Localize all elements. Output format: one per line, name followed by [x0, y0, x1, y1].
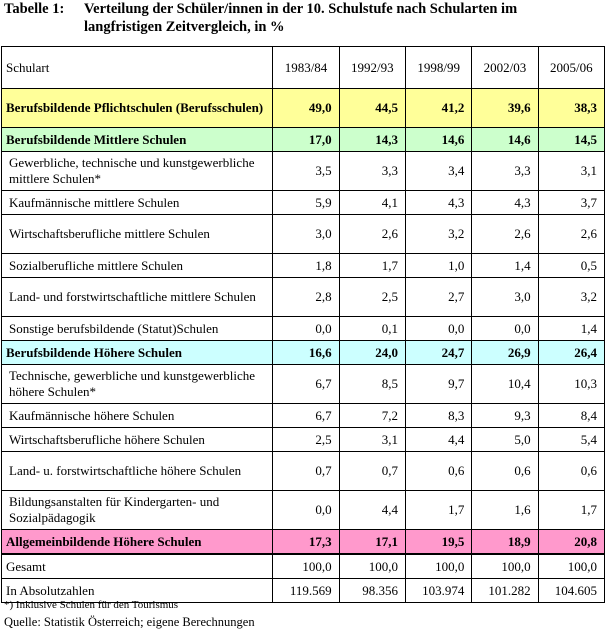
cell-value: 2,7: [406, 278, 472, 317]
cell-value: 4,4: [339, 491, 405, 530]
row-label: Berufsbildende Pflichtschulen (Berufsschulen): [2, 89, 273, 128]
column-header-schulart: Schulart: [2, 47, 273, 89]
cell-value: 20,8: [538, 530, 604, 555]
cell-value: 14,5: [538, 128, 604, 152]
cell-value: 4,3: [472, 191, 538, 215]
row-label: Gesamt: [2, 554, 273, 579]
table-group-row: [2, 89, 605, 128]
cell-value: 4,4: [406, 428, 472, 452]
cell-value: 3,2: [538, 278, 604, 317]
cell-value: 4,1: [339, 191, 405, 215]
cell-value: 19,5: [406, 530, 472, 555]
cell-value: 0,6: [472, 452, 538, 491]
cell-value: 1,7: [538, 491, 604, 530]
cell-value: 3,0: [273, 215, 339, 254]
cell-value: 2,6: [339, 215, 405, 254]
cell-value: 100,0: [472, 554, 538, 579]
table-group-row: [2, 341, 605, 365]
footnote: *) Inklusive Schulen für den Tourismus: [4, 599, 179, 611]
cell-value: 49,0: [273, 89, 339, 128]
cell-value: 1,0: [406, 254, 472, 278]
table-row: [2, 317, 605, 341]
cell-value: 1,4: [472, 254, 538, 278]
table-group-row: [2, 128, 605, 152]
cell-value: 2,8: [273, 278, 339, 317]
cell-value: 38,3: [538, 89, 604, 128]
cell-value: 0,7: [273, 452, 339, 491]
cell-value: 0,6: [538, 452, 604, 491]
cell-value: 24,0: [339, 341, 405, 365]
row-label: In Absolutzahlen: [2, 579, 273, 603]
cell-value: 39,6: [472, 89, 538, 128]
cell-value: 1,6: [472, 491, 538, 530]
column-header-year: 1983/84: [273, 47, 339, 89]
table-row: [2, 254, 605, 278]
source-note: Quelle: Statistik Österreich; eigene Berechnungen: [4, 615, 255, 629]
cell-value: 8,5: [339, 365, 405, 404]
cell-value: 1,4: [538, 317, 604, 341]
cell-value: 1,7: [339, 254, 405, 278]
cell-value: 41,2: [406, 89, 472, 128]
table-row: [2, 428, 605, 452]
row-label: Wirtschaftsberufliche höhere Schulen: [2, 428, 273, 452]
row-label: Berufsbildende Höhere Schulen: [2, 341, 273, 365]
data-table: [1, 46, 605, 603]
cell-value: 8,4: [538, 404, 604, 428]
cell-value: 3,7: [538, 191, 604, 215]
cell-value: 24,7: [406, 341, 472, 365]
cell-value: 26,4: [538, 341, 604, 365]
cell-value: 3,1: [339, 428, 405, 452]
cell-value: 3,4: [406, 152, 472, 191]
cell-value: 5,4: [538, 428, 604, 452]
cell-value: 100,0: [339, 554, 405, 579]
table-row: [2, 215, 605, 254]
cell-value: 14,6: [472, 128, 538, 152]
cell-value: 0,0: [472, 317, 538, 341]
row-label: Land- u. forstwirtschaftliche höhere Schulen: [2, 452, 273, 491]
cell-value: 3,2: [406, 215, 472, 254]
cell-value: 7,2: [339, 404, 405, 428]
cell-value: 5,0: [472, 428, 538, 452]
cell-value: 2,5: [339, 278, 405, 317]
caption-label: Tabelle 1:: [4, 1, 65, 17]
column-header-year: 2005/06: [538, 47, 604, 89]
row-label: Gewerbliche, technische und kunstgewerbliche mittlere Schulen*: [2, 152, 273, 191]
cell-value: 14,6: [406, 128, 472, 152]
cell-value: 2,5: [273, 428, 339, 452]
cell-value: 103.974: [406, 579, 472, 603]
cell-value: 2,6: [472, 215, 538, 254]
row-label: Technische, gewerbliche und kunstgewerbliche höhere Schulen*: [2, 365, 273, 404]
table-row: [2, 404, 605, 428]
row-label: Kaufmännische mittlere Schulen: [2, 191, 273, 215]
cell-value: 18,9: [472, 530, 538, 555]
cell-value: 0,6: [406, 452, 472, 491]
cell-value: 98.356: [339, 579, 405, 603]
cell-value: 14,3: [339, 128, 405, 152]
cell-value: 1,7: [406, 491, 472, 530]
table-row: [2, 452, 605, 491]
cell-value: 4,3: [406, 191, 472, 215]
cell-value: 0,0: [406, 317, 472, 341]
cell-value: 100,0: [538, 554, 604, 579]
table-row: [2, 152, 605, 191]
row-label: Sozialberufliche mittlere Schulen: [2, 254, 273, 278]
column-header-year: 2002/03: [472, 47, 538, 89]
cell-value: 44,5: [339, 89, 405, 128]
cell-value: 3,5: [273, 152, 339, 191]
row-label: Bildungsanstalten für Kindergarten- und Sozialpädagogik: [2, 491, 273, 530]
row-label: Wirtschaftsberufliche mittlere Schulen: [2, 215, 273, 254]
table-row: [2, 191, 605, 215]
cell-value: 26,9: [472, 341, 538, 365]
cell-value: 0,5: [538, 254, 604, 278]
table-group-row: [2, 530, 605, 555]
cell-value: 9,7: [406, 365, 472, 404]
cell-value: 10,4: [472, 365, 538, 404]
cell-value: 2,6: [538, 215, 604, 254]
cell-value: 9,3: [472, 404, 538, 428]
cell-value: 0,0: [273, 317, 339, 341]
cell-value: 0,1: [339, 317, 405, 341]
cell-value: 100,0: [273, 554, 339, 579]
cell-value: 119.569: [273, 579, 339, 603]
table-row: [2, 491, 605, 530]
column-header-year: 1998/99: [406, 47, 472, 89]
cell-value: 6,7: [273, 404, 339, 428]
row-label: Allgemeinbildende Höhere Schulen: [2, 530, 273, 555]
header-row: [2, 47, 605, 89]
column-header-year: 1992/93: [339, 47, 405, 89]
cell-value: 8,3: [406, 404, 472, 428]
cell-value: 16,6: [273, 341, 339, 365]
caption-title: Verteilung der Schüler/innen in der 10. Schulstufe nach Schularten im langfristigen Zeitvergleich, in %: [84, 1, 518, 35]
cell-value: 5,9: [273, 191, 339, 215]
cell-value: 3,1: [538, 152, 604, 191]
cell-value: 17,1: [339, 530, 405, 555]
row-label: Kaufmännische höhere Schulen: [2, 404, 273, 428]
row-label: Land- und forstwirtschaftliche mittlere Schulen: [2, 278, 273, 317]
table-row: [2, 278, 605, 317]
table-total-row: [2, 554, 605, 579]
cell-value: 0,7: [339, 452, 405, 491]
cell-value: 100,0: [406, 554, 472, 579]
row-label: Sonstige berufsbildende (Statut)Schulen: [2, 317, 273, 341]
cell-value: 10,3: [538, 365, 604, 404]
row-label: Berufsbildende Mittlere Schulen: [2, 128, 273, 152]
cell-value: 3,3: [472, 152, 538, 191]
cell-value: 101.282: [472, 579, 538, 603]
cell-value: 3,0: [472, 278, 538, 317]
cell-value: 104.605: [538, 579, 604, 603]
cell-value: 3,3: [339, 152, 405, 191]
cell-value: 17,3: [273, 530, 339, 555]
cell-value: 1,8: [273, 254, 339, 278]
cell-value: 0,0: [273, 491, 339, 530]
table-row: [2, 365, 605, 404]
cell-value: 17,0: [273, 128, 339, 152]
cell-value: 6,7: [273, 365, 339, 404]
